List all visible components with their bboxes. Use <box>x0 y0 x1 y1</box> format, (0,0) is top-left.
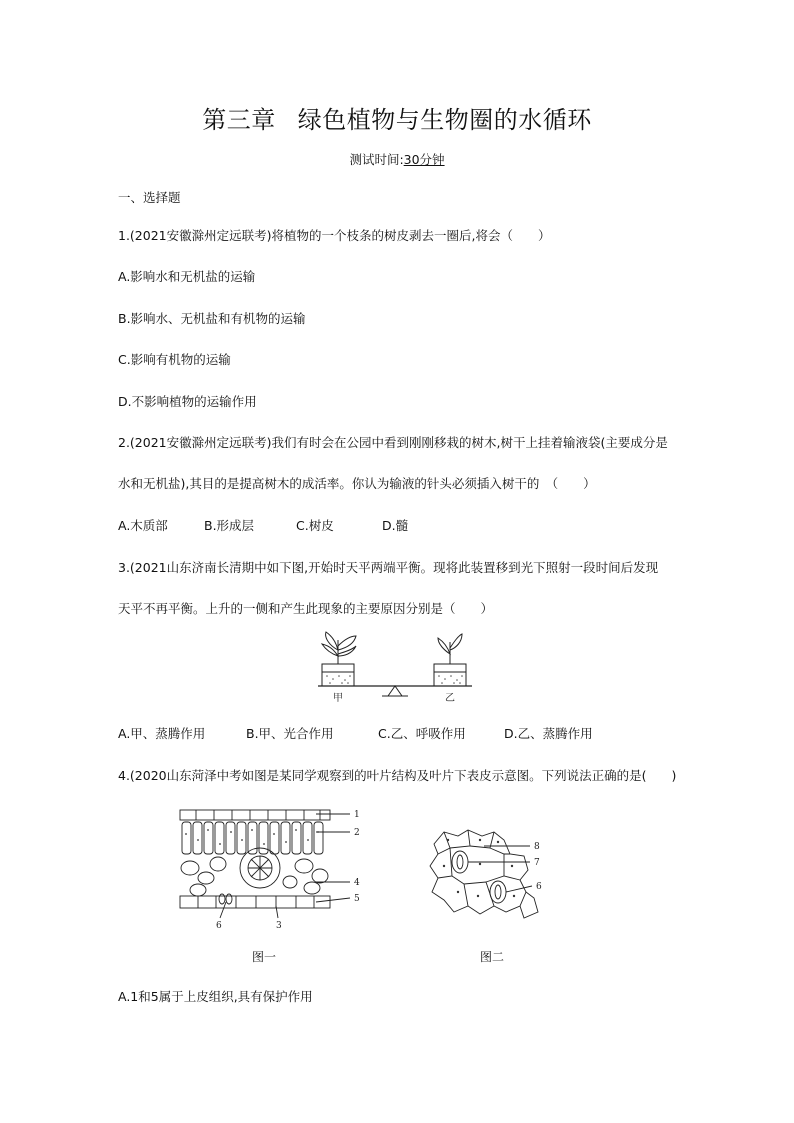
label-yi: 乙 <box>445 693 455 703</box>
leaf-cross-section-diagram <box>176 806 366 934</box>
q4-option-a: A.1和5属于上皮组织,具有保护作用 <box>118 989 313 1004</box>
fig1-label-6: 6 <box>216 921 222 931</box>
fig1-caption: 图一 <box>252 950 277 964</box>
q3-option-a: A.甲、蒸腾作用 <box>118 726 206 741</box>
q3-stem-line1: 3.(2021山东济南长清期中如下图,开始时天平两端平衡。现将此装置移到光下照射一段时间后发现 <box>118 560 659 575</box>
fig2-label-6: 6 <box>536 882 542 892</box>
q3-options <box>118 724 618 742</box>
q2-stem-line1: 2.(2021安徽滁州定远联考)我们有时会在公园中看到刚刚移栽的树木,树干上挂着输液袋(主要成分是 <box>118 435 668 450</box>
label-jia: 甲 <box>333 693 343 703</box>
plant-jia-icon <box>322 632 356 664</box>
q3-option-b: B.甲、光合作用 <box>246 726 334 741</box>
balance-fulcrum-icon <box>388 686 402 696</box>
section-heading: 一、选择题 <box>118 190 181 205</box>
fig1-label-5: 5 <box>354 894 360 904</box>
beaker-yi <box>434 664 466 686</box>
plant-yi-icon <box>438 634 462 664</box>
q1-option-c: C.影响有机物的运输 <box>118 352 231 367</box>
q3-stem-line2: 天平不再平衡。上升的一侧和产生此现象的主要原因分别是（ ） <box>118 601 494 616</box>
q1-option-d: D.不影响植物的运输作用 <box>118 394 257 409</box>
q2-option-b: B.形成层 <box>204 518 255 533</box>
fig1-label-2: 2 <box>354 828 360 838</box>
q2-options <box>118 516 518 534</box>
q2-option-a: A.木质部 <box>118 518 168 533</box>
chapter-number: 第三章 <box>202 106 276 134</box>
balance-diagram <box>300 628 490 703</box>
fig2-caption: 图二 <box>480 950 505 964</box>
test-time-value: 30分钟 <box>403 152 445 167</box>
q1-option-a: A.影响水和无机盐的运输 <box>118 269 256 284</box>
q1-stem: 1.(2021安徽滁州定远联考)将植物的一个枝条的树皮剥去一圈后,将会（ ） <box>118 228 551 243</box>
q2-stem-line2: 水和无机盐),其目的是提高树木的成活率。你认为输液的针头必须插入树干的 （ ） <box>118 476 596 491</box>
chapter-topic: 绿色植物与生物圈的水循环 <box>297 106 592 134</box>
fig1-label-4: 4 <box>354 878 360 888</box>
test-time-prefix: 测试时间: <box>349 152 404 167</box>
q2-option-c: C.树皮 <box>296 518 334 533</box>
beaker-jia <box>322 664 354 686</box>
fig1-label-1: 1 <box>354 810 360 820</box>
q2-option-d: D.髓 <box>382 518 409 533</box>
fig2-label-7: 7 <box>534 858 540 868</box>
q3-option-d: D.乙、蒸腾作用 <box>504 726 593 741</box>
test-time <box>0 150 794 168</box>
fig1-label-3: 3 <box>276 921 282 931</box>
page-title <box>0 100 794 135</box>
leaf-epidermis-diagram <box>428 826 558 920</box>
fig2-label-8: 8 <box>534 842 540 852</box>
q1-option-b: B.影响水、无机盐和有机物的运输 <box>118 311 306 326</box>
q4-stem: 4.(2020山东菏泽中考如图是某同学观察到的叶片结构及叶片下表皮示意图。下列说法正确的是( ) <box>118 768 677 783</box>
q3-option-c: C.乙、呼吸作用 <box>378 726 466 741</box>
